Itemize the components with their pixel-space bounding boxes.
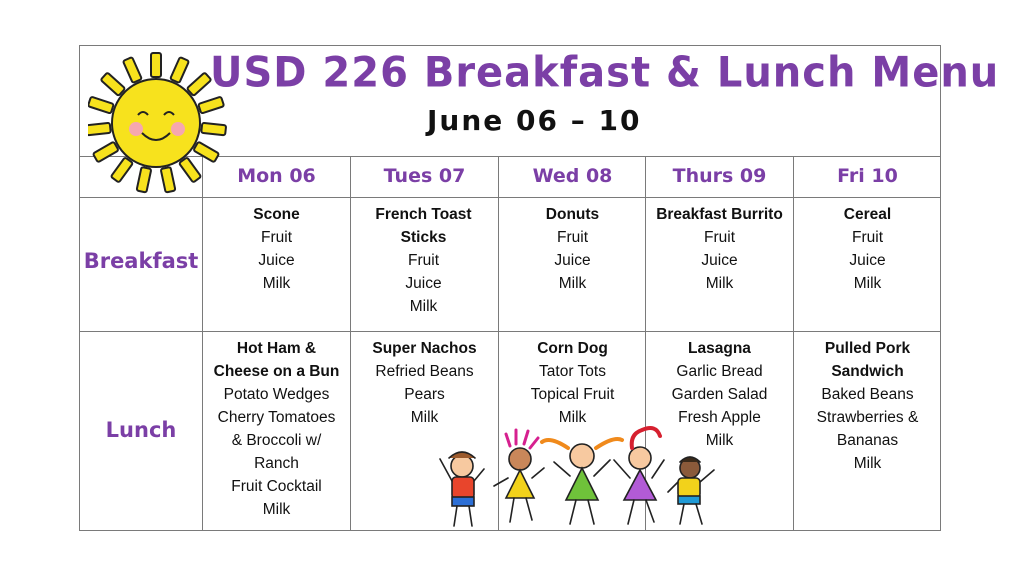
side-item: Milk [262, 501, 291, 518]
side-item: Milk [705, 275, 734, 292]
side-item: Refried Beans [375, 363, 474, 380]
side-item: Juice [258, 252, 295, 269]
main-item: Cereal [843, 206, 892, 223]
breakfast-cell [646, 203, 793, 295]
side-item: Garden Salad [671, 386, 768, 403]
breakfast-cell [499, 203, 646, 295]
lunch-cell [499, 337, 646, 429]
main-item: Breakfast Burrito [656, 206, 783, 223]
side-item: Fresh Apple [678, 409, 761, 426]
page-title: USD 226 Breakfast & Lunch Menu [210, 48, 1000, 98]
side-item: Fruit [704, 229, 735, 246]
side-item: Pears [404, 386, 445, 403]
side-item: Cherry Tomatoes & Broccoli w/ Ranch [217, 409, 336, 472]
main-item: Pulled Pork Sandwich [824, 340, 911, 380]
divider [80, 331, 940, 332]
side-item: Fruit [852, 229, 883, 246]
lunch-cell [351, 337, 498, 429]
breakfast-cell [351, 203, 496, 318]
main-item: Donuts [545, 206, 600, 223]
side-item: Garlic Bread [676, 363, 763, 380]
lunch-cell [794, 337, 941, 475]
side-item: Tator Tots [539, 363, 606, 380]
day-header: Wed 08 [532, 165, 613, 187]
breakfast-cell [203, 203, 350, 295]
lunch-cell [203, 337, 350, 521]
side-item: Milk [558, 275, 587, 292]
side-item: Milk [853, 455, 882, 472]
side-item: Milk [705, 432, 734, 449]
day-header: Mon 06 [237, 165, 316, 187]
side-item: Milk [558, 409, 587, 426]
breakfast-cell [794, 203, 941, 295]
side-item: Topical Fruit [530, 386, 615, 403]
side-item: Fruit [261, 229, 292, 246]
main-item: French Toast Sticks [375, 206, 472, 246]
menu-card [79, 45, 1000, 531]
main-item: Super Nachos [372, 340, 477, 357]
row-label-lunch: Lunch [105, 418, 177, 442]
divider [80, 197, 940, 198]
side-item: Fruit [557, 229, 588, 246]
side-item: Juice [849, 252, 886, 269]
day-header: Thurs 09 [672, 165, 767, 187]
side-item: Milk [410, 409, 439, 426]
side-item: Fruit Cocktail [231, 478, 322, 495]
main-item: Lasagna [688, 340, 751, 357]
date-range: June 06 – 10 [427, 104, 642, 137]
side-item: Potato Wedges [223, 386, 330, 403]
side-item: Fruit [408, 252, 439, 269]
side-item: Milk [262, 275, 291, 292]
side-item: Juice [405, 275, 442, 292]
side-item: Milk [853, 275, 882, 292]
side-item: Strawberries & Bananas [816, 409, 919, 449]
day-header: Fri 10 [837, 165, 898, 187]
main-item: Corn Dog [537, 340, 608, 357]
side-item: Juice [701, 252, 738, 269]
dancing-kids-illustration [430, 426, 720, 531]
side-item: Baked Beans [821, 386, 914, 403]
main-item: Scone [253, 206, 300, 223]
main-item: Hot Ham & Cheese on a Bun [213, 340, 340, 380]
day-header: Tues 07 [383, 165, 466, 187]
side-item: Juice [554, 252, 591, 269]
side-item: Milk [409, 298, 438, 315]
row-label-breakfast: Breakfast [83, 249, 199, 273]
